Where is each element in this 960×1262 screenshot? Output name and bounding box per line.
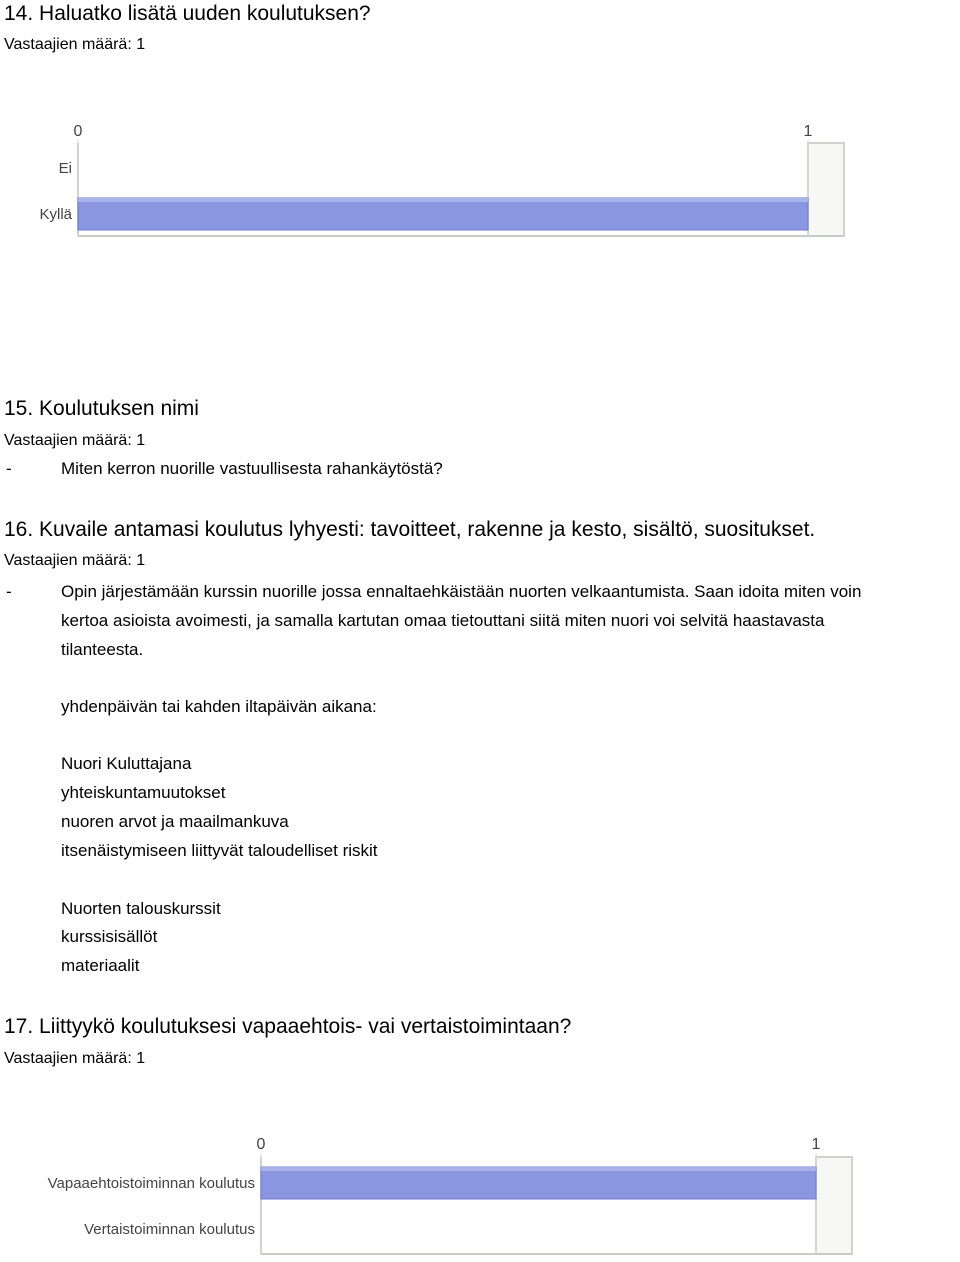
question-16-answer-line: tilanteesta. <box>61 640 144 659</box>
question-16-title: 16. Kuvaile antamasi koulutus lyhyesti: tavoitteet, rakenne ja kesto, sisältö, suositukset. <box>4 518 816 541</box>
question-17-title: 17. Liittyykö koulutuksesi vapaaehtois- vai vertaistoimintaan? <box>4 1015 572 1038</box>
question-16-answer-line: yhteiskuntamuutokset <box>61 783 226 802</box>
bar <box>261 1167 816 1199</box>
category-label: Vapaaehtoistoiminnan koulutus <box>47 1175 255 1192</box>
question-17-bar-chart <box>0 1125 860 1262</box>
question-16-answer-dash: - <box>6 582 12 601</box>
question-15-respondent-count: Vastaajien määrä: 1 <box>4 432 146 449</box>
question-14-title: 14. Haluatko lisätä uuden koulutuksen? <box>4 2 371 25</box>
question-16-answer-line: materiaalit <box>61 956 140 975</box>
question-16-respondent-count: Vastaajien määrä: 1 <box>4 552 146 569</box>
question-14-bar-chart <box>0 110 860 250</box>
question-15-answer: Miten kerron nuorille vastuullisesta rahankäytöstä? <box>61 459 443 478</box>
question-16-answer-line: yhdenpäivän tai kahden iltapäivän aikana: <box>61 697 377 716</box>
question-16-answer-line: kertoa asioista avoimesti, ja samalla kartutan omaa tietouttani siitä miten nuori voi selvitä haastavasta <box>61 611 825 630</box>
x-tick-label: 1 <box>811 1136 821 1153</box>
category-label: Ei <box>58 160 72 177</box>
question-16-answer-line: kurssisisällöt <box>61 927 158 946</box>
bar <box>78 198 808 230</box>
x-tick-label: 0 <box>256 1136 266 1153</box>
question-16-answer-line: Nuorten talouskurssit <box>61 899 221 918</box>
question-16-answer-line: Nuori Kuluttajana <box>61 754 192 773</box>
question-16-answer-line: nuoren arvot ja maailmankuva <box>61 812 289 831</box>
question-17-respondent-count: Vastaajien määrä: 1 <box>4 1050 146 1067</box>
question-14-respondent-count: Vastaajien määrä: 1 <box>4 36 146 53</box>
category-label: Kyllä <box>39 206 72 223</box>
question-16-answer-line: Opin järjestämään kurssin nuorille jossa ennaltaehkäistään nuorten velkaantumista. Saan idoita miten voin <box>61 582 862 601</box>
bar-highlight <box>261 1167 816 1171</box>
category-label: Vertaistoiminnan koulutus <box>84 1221 255 1238</box>
question-15-title: 15. Koulutuksen nimi <box>4 397 199 420</box>
x-tick-label: 0 <box>73 123 83 140</box>
question-16-answer-line: itsenäistymiseen liittyvät taloudelliset riskit <box>61 841 378 860</box>
plot-right-panel <box>816 1157 852 1254</box>
question-15-answer-dash: - <box>6 459 12 478</box>
plot-right-panel <box>808 143 844 236</box>
bar-highlight <box>78 198 808 202</box>
x-tick-label: 1 <box>803 123 813 140</box>
